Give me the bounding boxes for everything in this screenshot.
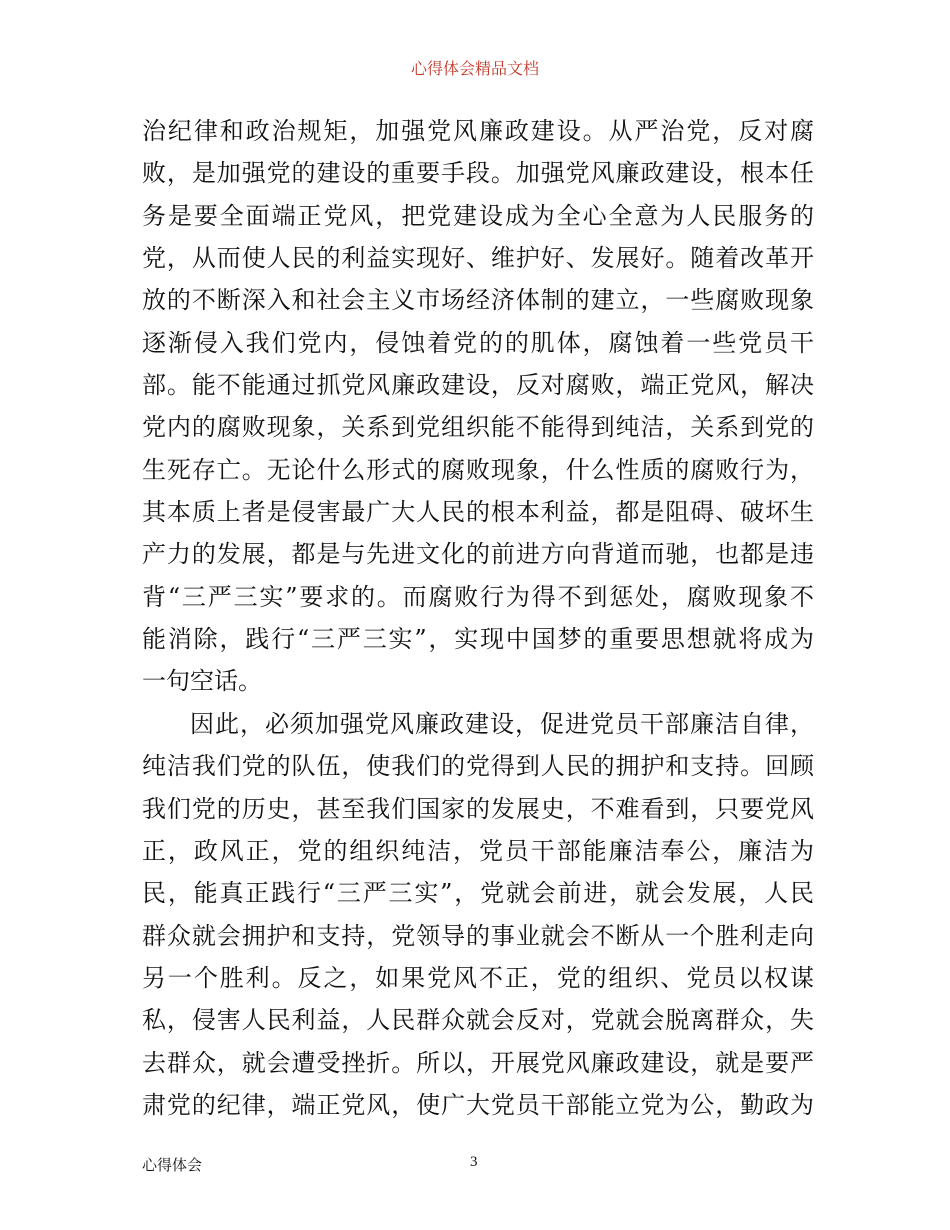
text-line: 肃党的纪律，端正党风，使广大党员干部能立党为公，勤政为 [142,1090,814,1119]
text-line: 部。能不能通过抓党风廉政建设，反对腐败，端正党风，解决 [142,371,814,400]
text-line: 党，从而使人民的利益实现好、维护好、发展好。随着改革开 [142,244,814,273]
text-line: 产力的发展，都是与先进文化的前进方向背道而驰，也都是违 [142,540,814,569]
text-line: 放的不断深入和社会主义市场经济体制的建立，一些腐败现象 [142,286,814,315]
text-line: 民，能真正践行“三严三实”，党就会前进，就会发展，人民 [142,879,814,908]
paragraph [142,110,814,703]
text-line: 去群众，就会遭受挫折。所以，开展党风廉政建设，就是要严 [142,1048,814,1077]
text-line: 务是要全面端正党风，把党建设成为全心全意为人民服务的 [142,201,814,230]
paragraph [142,703,814,1126]
text-line: 生死存亡。无论什么形式的腐败现象，什么性质的腐败行为， [142,455,814,484]
text-line: 另一个胜利。反之，如果党风不正，党的组织、党员以权谋 [142,963,814,992]
text-line: 逐渐侵入我们党内，侵蚀着党的的肌体，腐蚀着一些党员干 [142,328,814,357]
text-line: 因此，必须加强党风廉政建设，促进党员干部廉洁自律， [190,709,814,738]
text-line: 治纪律和政治规矩，加强党风廉政建设。从严治党，反对腐 [142,117,814,145]
text-line: 能消除，践行“三严三实”，实现中国梦的重要思想就将成为 [142,625,814,654]
text-line: 党内的腐败现象，关系到党组织能不能得到纯洁，关系到党的 [142,413,814,442]
text-line: 正，政风正，党的组织纯洁，党员干部能廉洁奉公，廉洁为 [142,836,814,865]
page-header-title: 心得体会精品文档 [410,59,539,78]
document-body [142,110,814,1126]
text-line: 私，侵害人民利益，人民群众就会反对，党就会脱离群众，失 [142,1006,814,1035]
text-line: 群众就会拥护和支持，党领导的事业就会不断从一个胜利走向 [142,921,814,950]
footer-label: 心得体会 [142,1156,203,1174]
text-line: 纯洁我们党的队伍，使我们的党得到人民的拥护和支持。回顾 [142,752,814,781]
text-line: 一句空话。 [142,667,262,696]
text-line: 其本质上者是侵害最广大人民的根本利益，都是阻碍、破坏生 [142,498,814,527]
page-number: 3 [470,1154,478,1170]
text-line: 背“三严三实”要求的。而腐败行为得不到惩处，腐败现象不 [142,582,814,611]
text-line: 败，是加强党的建设的重要手段。加强党风廉政建设，根本任 [142,159,814,188]
text-line: 我们党的历史，甚至我们国家的发展史，不难看到，只要党风 [142,794,814,823]
